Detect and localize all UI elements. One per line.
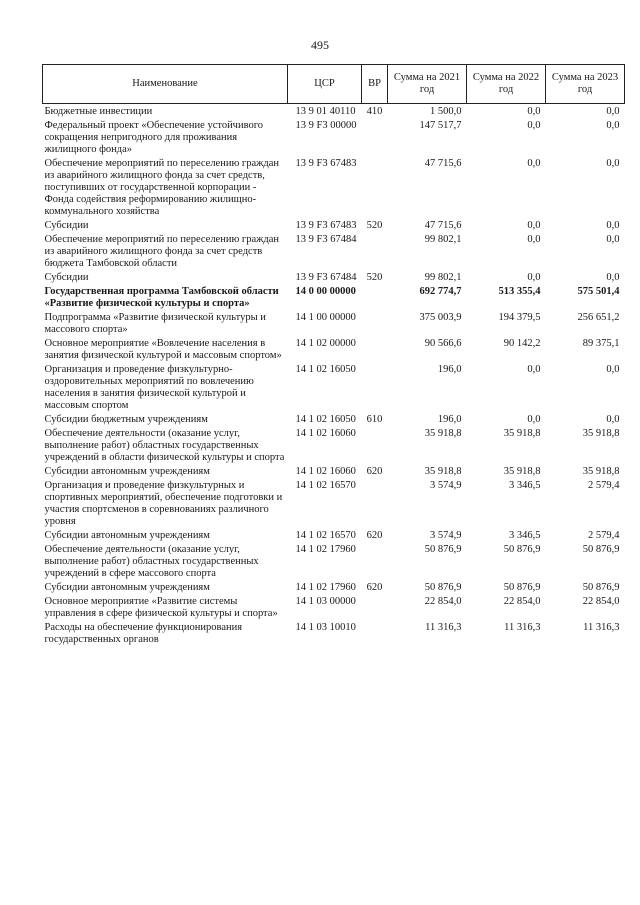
cell-vr: 620 <box>366 582 383 593</box>
cell-sum-2023: 0,0 <box>606 364 620 375</box>
cell-sum-2021: 22 854,0 <box>424 596 462 607</box>
header-sum-2021: Сумма на 2021 год <box>388 65 467 104</box>
cell-csr: 14 1 02 16050 <box>295 364 356 375</box>
cell-vr: 410 <box>366 106 383 117</box>
cell-name: Обеспечение мероприятий по переселению граждан из аварийного жилищного фонда за счет средств бюджета Тамбовской области <box>44 234 280 269</box>
table-row <box>43 414 625 428</box>
table-row <box>43 596 625 622</box>
header-row <box>43 65 625 104</box>
cell-vr <box>362 428 388 466</box>
cell-vr <box>362 312 388 338</box>
cell-vr: 610 <box>366 414 383 425</box>
cell-sum-2023: 89 375,1 <box>582 338 620 349</box>
cell-sum-2023: 0,0 <box>606 220 620 231</box>
cell-sum-2021: 3 574,9 <box>430 480 462 491</box>
cell-csr: 14 1 02 16060 <box>295 466 356 477</box>
table-row <box>43 312 625 338</box>
header-sum-2023: Сумма на 2023 год <box>546 65 625 104</box>
cell-name: Субсидии автономным учреждениям <box>44 530 210 541</box>
cell-csr: 13 9 F3 67483 <box>295 158 357 169</box>
cell-csr: 14 1 03 10010 <box>295 622 356 633</box>
cell-sum-2022: 90 142,2 <box>503 338 541 349</box>
table-row <box>43 158 625 220</box>
cell-sum-2023: 0,0 <box>606 272 620 283</box>
cell-sum-2023: 2 579,4 <box>588 530 620 541</box>
cell-name: Субсидии <box>44 220 89 231</box>
cell-sum-2022: 0,0 <box>527 364 541 375</box>
cell-sum-2021: 35 918,8 <box>424 428 462 439</box>
cell-name: Государственная программа Тамбовской области «Развитие физической культуры и спорта» <box>44 286 279 309</box>
cell-sum-2021: 196,0 <box>437 364 462 375</box>
cell-sum-2021: 99 802,1 <box>424 234 462 245</box>
cell-csr: 14 1 00 00000 <box>295 312 356 323</box>
header-csr: ЦСР <box>288 65 362 104</box>
cell-csr: 14 0 00 00000 <box>295 286 356 297</box>
cell-vr <box>362 286 388 312</box>
cell-sum-2021: 147 517,7 <box>419 120 462 131</box>
cell-sum-2022: 0,0 <box>527 120 541 131</box>
cell-sum-2021: 196,0 <box>437 414 462 425</box>
cell-name: Бюджетные инвестиции <box>44 106 153 117</box>
cell-sum-2023: 22 854,0 <box>582 596 620 607</box>
cell-name: Субсидии <box>44 272 89 283</box>
cell-name: Субсидии автономным учреждениям <box>44 582 210 593</box>
cell-sum-2022: 3 346,5 <box>509 530 541 541</box>
header-vr: ВР <box>362 65 388 104</box>
cell-name: Расходы на обеспечение функционирования государственных органов <box>44 622 243 645</box>
cell-vr: 620 <box>366 530 383 541</box>
cell-sum-2021: 375 003,9 <box>419 312 462 323</box>
cell-vr <box>362 158 388 220</box>
cell-vr <box>362 596 388 622</box>
cell-csr: 14 1 02 17960 <box>295 544 356 555</box>
budget-table <box>42 64 625 648</box>
cell-csr: 14 1 02 16570 <box>295 530 356 541</box>
cell-vr <box>362 338 388 364</box>
cell-sum-2021: 50 876,9 <box>424 582 462 593</box>
cell-vr <box>362 480 388 530</box>
cell-csr: 13 9 F3 67484 <box>295 234 357 245</box>
cell-sum-2023: 50 876,9 <box>582 582 620 593</box>
cell-sum-2022: 0,0 <box>527 272 541 283</box>
cell-name: Федеральный проект «Обеспечение устойчивого сокращения непригодного для проживания жилищного фонда» <box>44 120 264 155</box>
cell-sum-2023: 0,0 <box>606 234 620 245</box>
cell-csr: 14 1 03 00000 <box>295 596 356 607</box>
cell-csr: 14 1 02 16570 <box>295 480 356 491</box>
table-row <box>43 530 625 544</box>
cell-sum-2023: 0,0 <box>606 414 620 425</box>
page-number: 495 <box>311 38 329 52</box>
cell-sum-2021: 99 802,1 <box>424 272 462 283</box>
cell-name: Организация и проведение физкультурных и спортивных мероприятий, обеспечение подготовки и участия спортсменов в соревнованиях различного уровня <box>44 480 283 527</box>
cell-sum-2021: 3 574,9 <box>430 530 462 541</box>
cell-vr <box>362 120 388 158</box>
cell-sum-2023: 0,0 <box>606 158 620 169</box>
cell-name: Основное мероприятие «Развитие системы управления в сфере физической культуры и спорта» <box>44 596 278 619</box>
cell-sum-2021: 692 774,7 <box>419 286 462 297</box>
table-row <box>43 428 625 466</box>
cell-sum-2022: 35 918,8 <box>503 428 541 439</box>
cell-sum-2021: 1 500,0 <box>430 106 462 117</box>
table-body <box>43 104 625 649</box>
cell-sum-2022: 194 379,5 <box>498 312 541 323</box>
cell-csr: 13 9 F3 67484 <box>295 272 357 283</box>
cell-sum-2022: 50 876,9 <box>503 544 541 555</box>
table-row <box>43 338 625 364</box>
table-row <box>43 104 625 121</box>
cell-vr: 620 <box>366 466 383 477</box>
cell-sum-2022: 513 355,4 <box>498 286 541 297</box>
cell-sum-2021: 11 316,3 <box>425 622 462 633</box>
cell-sum-2021: 47 715,6 <box>424 220 462 231</box>
cell-name: Обеспечение деятельности (оказание услуг, выполнение работ) областных государственных учреждений в области физической культуры и спорта <box>44 428 285 463</box>
cell-sum-2023: 50 876,9 <box>582 544 620 555</box>
table-row <box>43 272 625 286</box>
cell-csr: 14 1 02 16050 <box>295 414 356 425</box>
cell-sum-2022: 0,0 <box>527 158 541 169</box>
cell-name: Обеспечение деятельности (оказание услуг, выполнение работ) областных государственных учреждений в сфере массового спорта <box>44 544 259 579</box>
table-row <box>43 480 625 530</box>
cell-sum-2023: 256 651,2 <box>577 312 620 323</box>
table-row <box>43 622 625 648</box>
cell-sum-2022: 22 854,0 <box>503 596 541 607</box>
cell-vr <box>362 234 388 272</box>
cell-sum-2022: 0,0 <box>527 220 541 231</box>
cell-sum-2021: 50 876,9 <box>424 544 462 555</box>
cell-sum-2022: 0,0 <box>527 234 541 245</box>
table-row <box>43 120 625 158</box>
cell-csr: 14 1 02 00000 <box>295 338 356 349</box>
cell-sum-2022: 11 316,3 <box>504 622 541 633</box>
table-row <box>43 544 625 582</box>
header-name: Наименование <box>43 65 288 104</box>
cell-sum-2022: 0,0 <box>527 106 541 117</box>
cell-csr: 14 1 02 16060 <box>295 428 356 439</box>
cell-csr: 14 1 02 17960 <box>295 582 356 593</box>
table-row <box>43 234 625 272</box>
cell-sum-2023: 575 501,4 <box>577 286 620 297</box>
cell-sum-2023: 2 579,4 <box>588 480 620 491</box>
cell-vr: 520 <box>366 272 383 283</box>
cell-name: Субсидии автономным учреждениям <box>44 466 210 477</box>
cell-name: Обеспечение мероприятий по переселению граждан из аварийного жилищного фонда за счет средств, поступивших от государственной корпорации - Фонда содействия реформированию жилищно-коммунального хозяйства <box>44 158 280 217</box>
cell-sum-2022: 35 918,8 <box>503 466 541 477</box>
cell-sum-2022: 50 876,9 <box>503 582 541 593</box>
table-row <box>43 286 625 312</box>
table-row <box>43 364 625 414</box>
cell-sum-2023: 35 918,8 <box>582 428 620 439</box>
cell-sum-2023: 0,0 <box>606 120 620 131</box>
cell-sum-2023: 11 316,3 <box>583 622 620 633</box>
cell-sum-2022: 0,0 <box>527 414 541 425</box>
table-row <box>43 582 625 596</box>
table-row <box>43 466 625 480</box>
cell-name: Организация и проведение физкультурно-оздоровительных мероприятий по вовлечению населения в занятия физической культурой и массовым спортом <box>44 364 254 411</box>
table-header <box>43 65 625 104</box>
cell-vr: 520 <box>366 220 383 231</box>
header-sum-2022: Сумма на 2022 год <box>467 65 546 104</box>
cell-name: Основное мероприятие «Вовлечение населения в занятия физической культурой и массовым спортом» <box>44 338 282 361</box>
cell-sum-2021: 90 566,6 <box>424 338 462 349</box>
cell-name: Подпрограмма «Развитие физической культуры и массового спорта» <box>44 312 266 335</box>
cell-vr <box>362 364 388 414</box>
cell-sum-2023: 0,0 <box>606 106 620 117</box>
cell-vr <box>362 622 388 648</box>
cell-name: Субсидии бюджетным учреждениям <box>44 414 208 425</box>
table-row <box>43 220 625 234</box>
cell-csr: 13 9 F3 00000 <box>295 120 357 131</box>
cell-sum-2023: 35 918,8 <box>582 466 620 477</box>
cell-vr <box>362 544 388 582</box>
cell-csr: 13 9 01 40110 <box>295 106 356 117</box>
cell-sum-2022: 3 346,5 <box>509 480 541 491</box>
cell-sum-2021: 35 918,8 <box>424 466 462 477</box>
cell-sum-2021: 47 715,6 <box>424 158 462 169</box>
cell-csr: 13 9 F3 67483 <box>295 220 357 231</box>
